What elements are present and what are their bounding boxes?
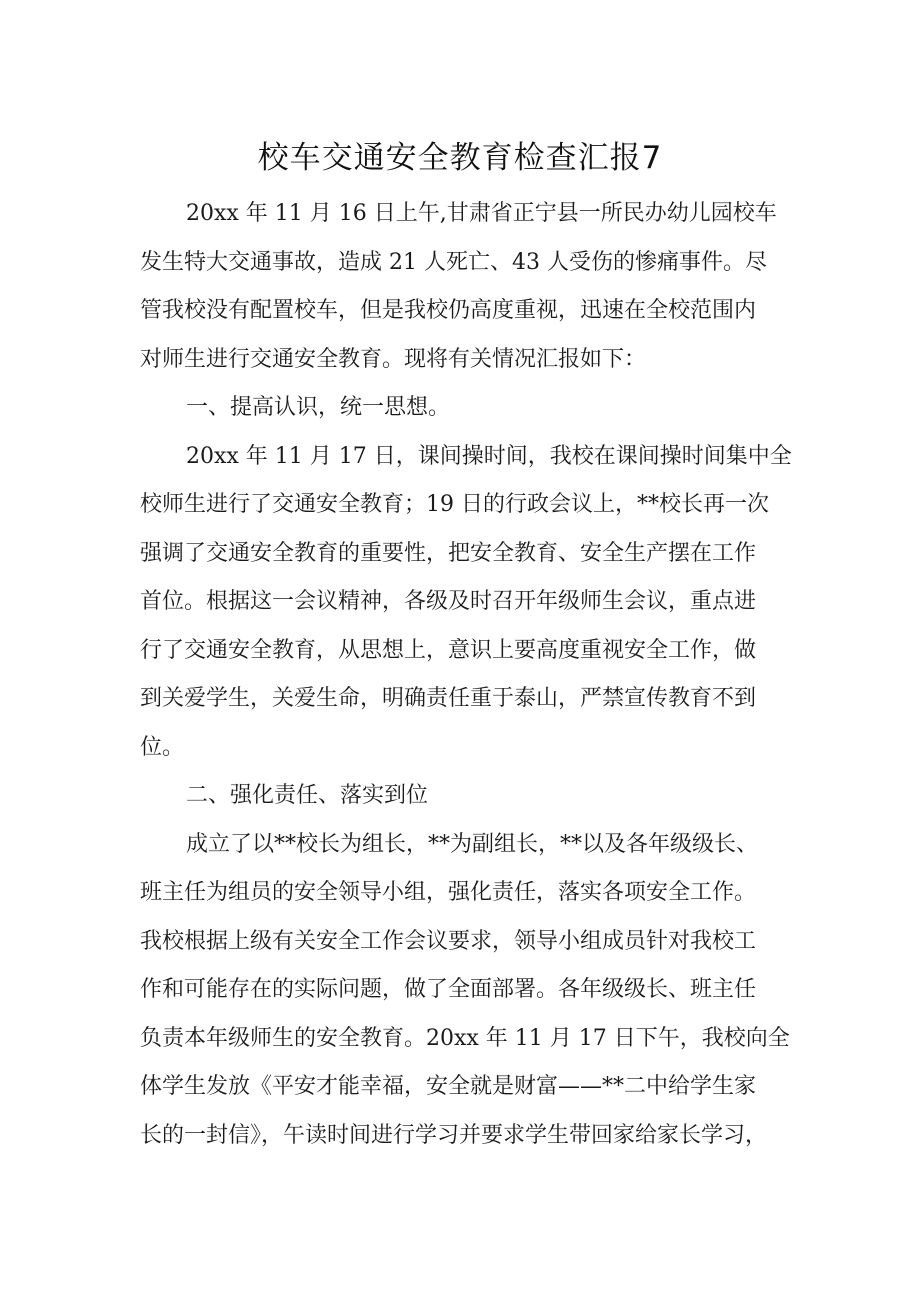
paragraph-1-line-3: 管我校没有配置校车，但是我校仍高度重视，迅速在全校范围内 (140, 298, 757, 323)
paragraph-3-line-6: 体学生发放《平安才能幸福，安全就是财富——**二中给学生家 (140, 1074, 757, 1099)
paragraph-2-line-6: 到关爱学生，关爱生命，明确责任重于泰山，严禁宣传教育不到 (140, 686, 757, 711)
paragraph-1-line-2: 发生特大交通事故，造成 21 人死亡、43 人受伤的惨痛事件。尽 (140, 249, 767, 275)
paragraph-3-line-2: 班主任为组员的安全领导小组，强化责任，落实各项安全工作。 (140, 880, 757, 905)
paragraph-3-line-5: 负责本年级师生的安全教育。20xx 年 11 月 17 日下午，我校向全 (140, 1025, 790, 1051)
paragraph-2-line-7: 位。 (140, 734, 185, 760)
paragraph-2-line-2: 校师生进行了交通安全教育；19 日的行政会议上，**校长再一次 (140, 492, 769, 517)
paragraph-3-line-3: 我校根据上级有关安全工作会议要求，领导小组成员针对我校工 (140, 928, 757, 954)
paragraph-2-line-1: 20xx 年 11 月 17 日，课间操时间，我校在课间操时间集中全 (186, 443, 792, 469)
paragraph-2-line-4: 首位。根据这一会议精神，各级及时召开年级师生会议，重点进 (140, 589, 757, 614)
paragraph-3-line-7: 长的一封信》，午读时间进行学习并要求学生带回家给家长学习， (140, 1122, 768, 1148)
paragraph-3-line-4: 作和可能存在的实际问题，做了全面部署。各年级级长、班主任 (140, 977, 757, 1002)
section-heading-1: 一、提高认识，统一思想。 (186, 395, 451, 420)
paragraph-2-line-3: 强调了交通安全教育的重要性，把安全教育、安全生产摆在工作 (140, 540, 757, 566)
document-body (140, 190, 800, 1160)
paragraph-1-line-1: 20xx 年 11 月 16 日上午,甘肃省正宁县一所民办幼儿园校车 (186, 201, 777, 226)
paragraph-1-line-4: 对师生进行交通安全教育。现将有关情况汇报如下： (140, 346, 647, 372)
paragraph-2-line-5: 行了交通安全教育，从思想上，意识上要高度重视安全工作，做 (140, 637, 757, 663)
section-heading-2: 二、强化责任、落实到位 (186, 783, 429, 808)
paragraph-3-line-1: 成立了以**校长为组长，**为副组长，**以及各年级级长、 (186, 831, 759, 857)
document-title: 校车交通安全教育检查汇报7 (257, 140, 663, 176)
